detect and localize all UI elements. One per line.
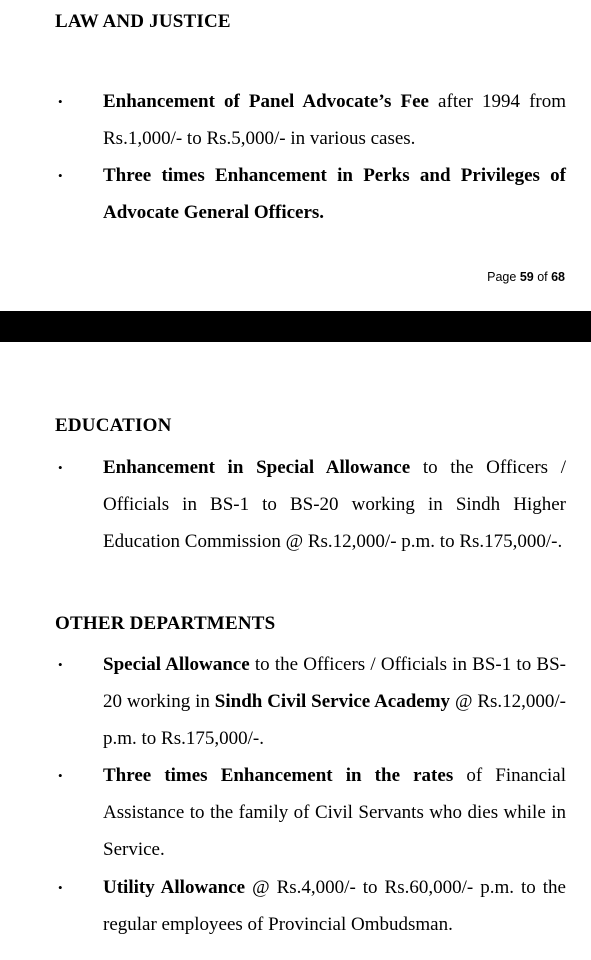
- bullet-icon: •: [58, 880, 63, 895]
- section-heading-law-and-justice: LAW AND JUSTICE: [55, 11, 231, 32]
- page-separator: [0, 311, 591, 342]
- bullet-icon: •: [58, 460, 63, 475]
- list-item-text: Three times Enhancement in the rates of Financial Assistance to the family of Civil Servants who dies while in Service.: [103, 765, 566, 860]
- page-number: Page 59 of 68: [487, 270, 565, 284]
- list-item-text: Enhancement of Panel Advocate’s Fee after 1994 from Rs.1,000/- to Rs.5,000/- in various cases.: [103, 91, 567, 149]
- section-heading-other-departments: OTHER DEPARTMENTS: [55, 613, 276, 634]
- list-item-text: Special Allowance to the Officers / Officials in BS-1 to BS-20 working in Sindh Civil Service Academy @ Rs.12,000/- p.m. to Rs.175,000/-.: [103, 654, 567, 749]
- bullet-icon: •: [58, 94, 63, 109]
- bullet-icon: •: [58, 657, 63, 672]
- list-item-text: Enhancement in Special Allowance to the Officers / Officials in BS-1 to BS-20 working in Sindh Higher Education Commission @ Rs.12,000/- p.m. to Rs.175,000/-.: [103, 457, 566, 552]
- bullet-icon: •: [58, 168, 63, 183]
- list-item-text: Utility Allowance @ Rs.4,000/- to Rs.60,000/- p.m. to the regular employees of Provincial Ombudsman.: [103, 877, 566, 935]
- list-item-text: Three times Enhancement in Perks and Privileges of Advocate General Officers.: [103, 165, 566, 223]
- section-heading-education: EDUCATION: [55, 415, 172, 436]
- bullet-icon: •: [58, 768, 63, 783]
